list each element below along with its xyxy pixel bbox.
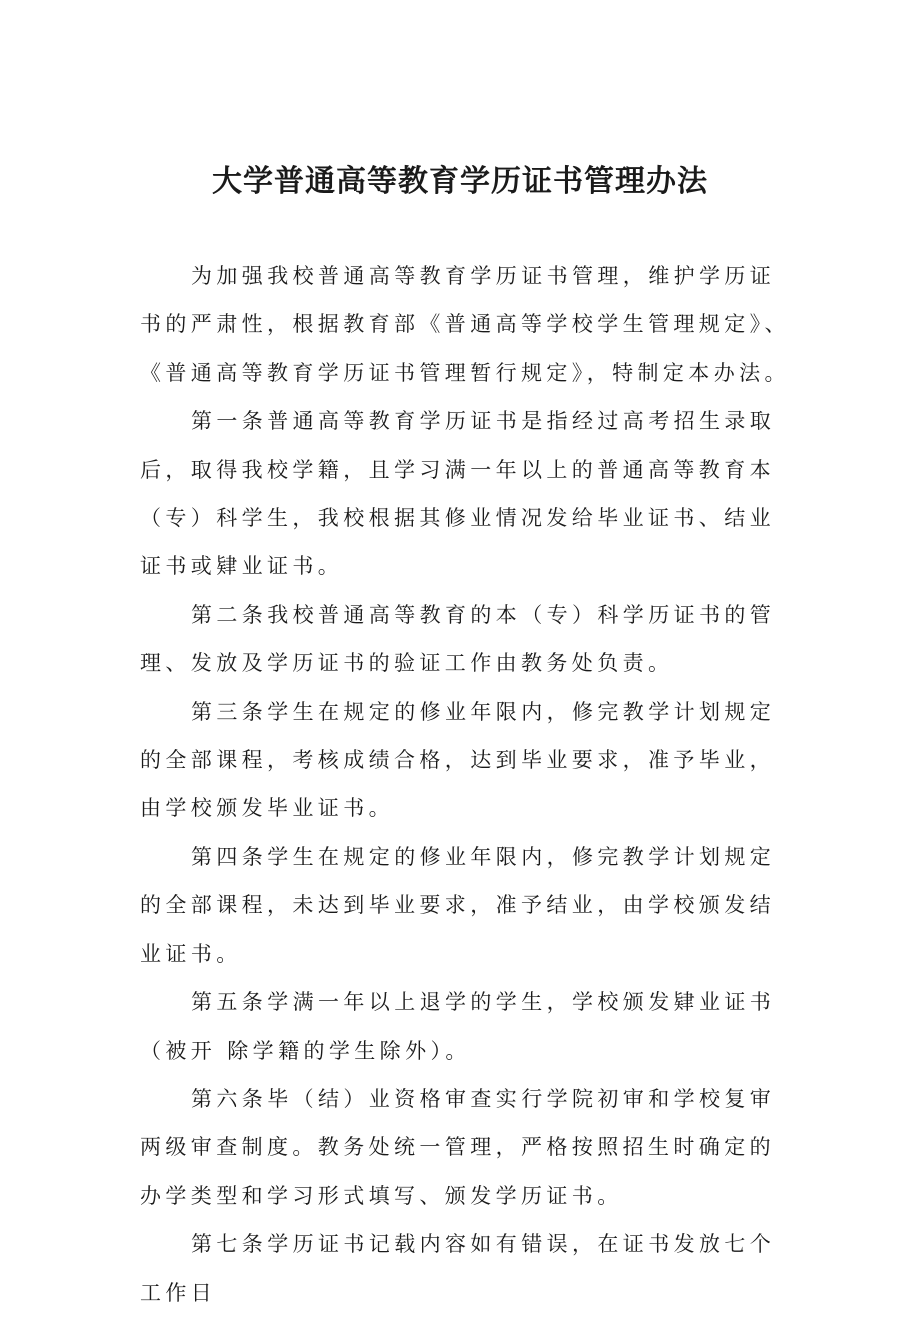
paragraph-article-2: 第二条我校普通高等教育的本（专）科学历证书的管理、发放及学历证书的验证工作由教务处负责。: [140, 602, 776, 676]
document-title: 大学普通高等教育学历证书管理办法: [212, 164, 708, 199]
paragraph-preamble: 为加强我校普通高等教育学历证书管理，维护学历证书的严肃性，根据教育部《普通高等学校学生管理规定》、《普通高等教育学历证书管理暂行规定》，特制定本办法。: [140, 264, 790, 385]
paragraph-article-6: 第六条毕（结）业资格审查实行学院初审和学校复审两级审查制度。教务处统一管理，严格按照招生时确定的办学类型和学习形式填写、颁发学历证书。: [140, 1086, 776, 1208]
paragraph-article-7: 第七条学历证书记载内容如有错误，在证书发放七个工作日: [140, 1232, 776, 1305]
paragraph-article-3: 第三条学生在规定的修业年限内，修完教学计划规定的全部课程，考核成绩合格，达到毕业要求，准予毕业，由学校颁发毕业证书。: [140, 699, 776, 821]
document-body: [140, 252, 800, 1317]
paragraph-article-4: 第四条学生在规定的修业年限内，修完教学计划规定的全部课程，未达到毕业要求，准予结业，由学校颁发结业证书。: [140, 844, 776, 966]
paragraph-article-1: 第一条普通高等教育学历证书是指经过高考招生录取后，取得我校学籍，且学习满一年以上的普通高等教育本（专）科学生，我校根据其修业情况发给毕业证书、结业证书或肄业证书。: [140, 409, 776, 579]
paragraph-article-5: 第五条学满一年以上退学的学生，学校颁发肄业证书（被开 除学籍的学生除外）。: [140, 990, 776, 1063]
